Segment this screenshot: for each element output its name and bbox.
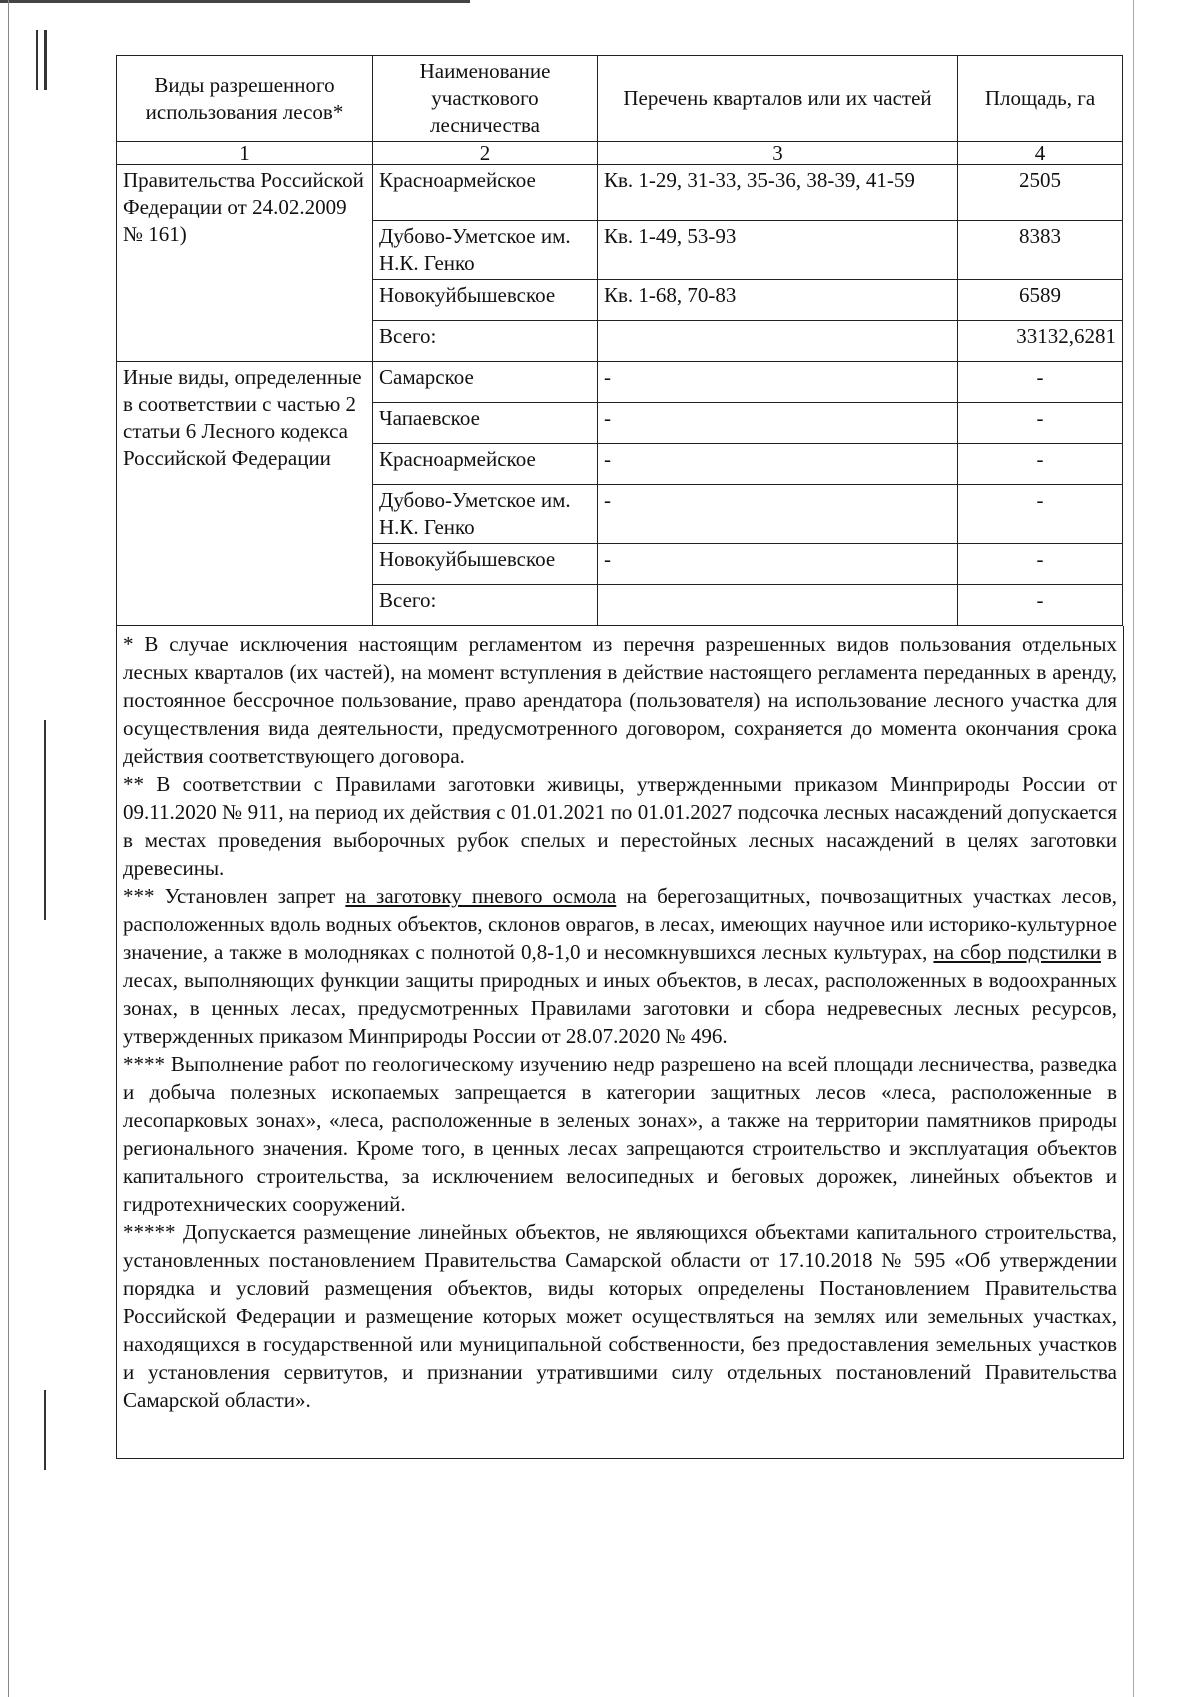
- column-number: 3: [598, 142, 958, 165]
- footnote-3-text: *** Установлен запрет: [123, 884, 346, 908]
- quarters-cell: -: [598, 444, 958, 485]
- footnote-3-text: на берегозащитных, почвозащитных участках лесов, расположенных вдоль водных объектов, склонов оврагов, в лесах, имеющих научное или историко-культурное значение, а также в молодняках с полнотой 0,8-1,0 и несомкнувшихся лесных культурах,: [123, 884, 1117, 964]
- scan-artifact-right-edge: [1133, 0, 1134, 1697]
- column-number: 4: [958, 142, 1123, 165]
- column-number-row: [117, 142, 1123, 165]
- quarters-cell: Кв. 1-68, 70-83: [598, 280, 958, 321]
- footnote-2: ** В соответствии с Правилами заготовки живицы, утвержденными приказом Минприроды России от 09.11.2020 № 911, на период их действия с 01.01.2021 по 01.01.2027 подсочка лесных насаждений допускается в местах проведения выборочных рубок спелых и перестойных лесных насаждений в целях заготовки древесины.: [123, 772, 1117, 880]
- forestry-cell: Самарское: [373, 362, 598, 403]
- table-row: [117, 362, 1123, 403]
- quarters-cell: Кв. 1-29, 31-33, 35-36, 38-39, 41-59: [598, 165, 958, 221]
- footnote-3: [123, 882, 1117, 1050]
- area-cell: -: [958, 544, 1123, 585]
- total-area-cell: 33132,6281: [958, 321, 1123, 362]
- quarters-cell: -: [598, 362, 958, 403]
- forestry-cell: Чапаевское: [373, 403, 598, 444]
- total-area-cell: -: [958, 585, 1123, 626]
- area-cell: 8383: [958, 221, 1123, 280]
- footnote-3-underlined-litter: на сбор подстилки: [933, 940, 1101, 964]
- quarters-cell: -: [598, 485, 958, 544]
- header-area: Площадь, га: [958, 56, 1123, 142]
- scan-artifact-left-mark: [36, 30, 38, 90]
- total-label-cell: Всего:: [373, 585, 598, 626]
- quarters-cell: [598, 585, 958, 626]
- area-cell: -: [958, 444, 1123, 485]
- forestry-cell: Дубово-Уметское им. Н.К. Генко: [373, 221, 598, 280]
- forestry-cell: Новокуйбышевское: [373, 544, 598, 585]
- scan-artifact-left-mark: [44, 30, 47, 90]
- table-header-row: [117, 56, 1123, 142]
- footnote-3-underlined-resin: на заготовку пневого осмола: [345, 884, 617, 908]
- quarters-cell: Кв. 1-49, 53-93: [598, 221, 958, 280]
- area-cell: 6589: [958, 280, 1123, 321]
- column-number: 2: [373, 142, 598, 165]
- forestry-cell: Дубово-Уметское им. Н.К. Генко: [373, 485, 598, 544]
- scan-artifact-top-rule: [0, 0, 470, 3]
- forestry-cell: Красноармейское: [373, 165, 598, 221]
- document-page: [116, 55, 1122, 1459]
- use-type-cell: Иные виды, определенные в соответствии с частью 2 статьи 6 Лесного кодекса Российской Федерации: [117, 362, 373, 626]
- scan-artifact-left-edge: [8, 0, 9, 1697]
- forest-use-table: [116, 55, 1123, 626]
- scan-artifact-left-mark: [44, 720, 46, 920]
- footnote-1: * В случае исключения настоящим регламентом из перечня разрешенных видов пользования отдельных лесных кварталов (их частей), на момент вступления в действие настоящего регламента переданных в аренду, постоянное бессрочное пользование, право арендатора (пользователя) на использование лесного участка для осуществления вида деятельности, предусмотренного договором, сохраняется до момента окончания срока действия соответствующего договора.: [123, 632, 1117, 768]
- footnote-3-text: в лесах, выполняющих функции защиты природных и иных объектов, в лесах, расположенных в водоохранных зонах, в ценных лесах, предусмотренных Правилами заготовки и сбора недревесных лесных ресурсов, утвержденных приказом Минприроды России от 28.07.2020 № 496.: [123, 940, 1118, 1048]
- footnote-5: ***** Допускается размещение линейных объектов, не являющихся объектами капитального строительства, установленных постановлением Правительства Самарской области от 17.10.2018 № 595 «Об утверждении порядка и условий размещения объектов, виды которых определены Постановлением Правительства Российской Федерации и размещение которых может осуществляться на землях или земельных участках, находящихся в государственной или муниципальной собственности, без предоставления земельных участков и установления сервитутов, и признании утратившими силу отдельных постановлений Правительства Самарской области».: [123, 1220, 1117, 1412]
- area-cell: 2505: [958, 165, 1123, 221]
- forestry-cell: Красноармейское: [373, 444, 598, 485]
- quarters-cell: [598, 321, 958, 362]
- footnote-4: **** Выполнение работ по геологическому изучению недр разрешено на всей площади лесничества, разведка и добыча полезных ископаемых запрещается в категории защитных лесов «леса, расположенные в лесопарковых зонах», «леса, расположенные в зеленых зонах», а также на территории памятников природы регионального значения. Кроме того, в ценных лесах запрещаются строительство и эксплуатация объектов капитального строительства, за исключением велосипедных и беговых дорожек, линейных объектов и гидротехнических сооружений.: [123, 1052, 1117, 1216]
- scan-artifact-left-mark: [44, 1390, 46, 1470]
- footnotes-block: [116, 626, 1124, 1459]
- header-quarters: Перечень кварталов или их частей: [598, 56, 958, 142]
- area-cell: -: [958, 485, 1123, 544]
- area-cell: -: [958, 403, 1123, 444]
- use-type-cell: Правительства Российской Федерации от 24.02.2009 № 161): [117, 165, 373, 362]
- header-use-types: Виды разрешенного использования лесов*: [117, 56, 373, 142]
- column-number: 1: [117, 142, 373, 165]
- quarters-cell: -: [598, 403, 958, 444]
- table-row: [117, 165, 1123, 221]
- header-forestry-name: Наименование участкового лесничества: [373, 56, 598, 142]
- area-cell: -: [958, 362, 1123, 403]
- forestry-cell: Новокуйбышевское: [373, 280, 598, 321]
- total-label-cell: Всего:: [373, 321, 598, 362]
- quarters-cell: -: [598, 544, 958, 585]
